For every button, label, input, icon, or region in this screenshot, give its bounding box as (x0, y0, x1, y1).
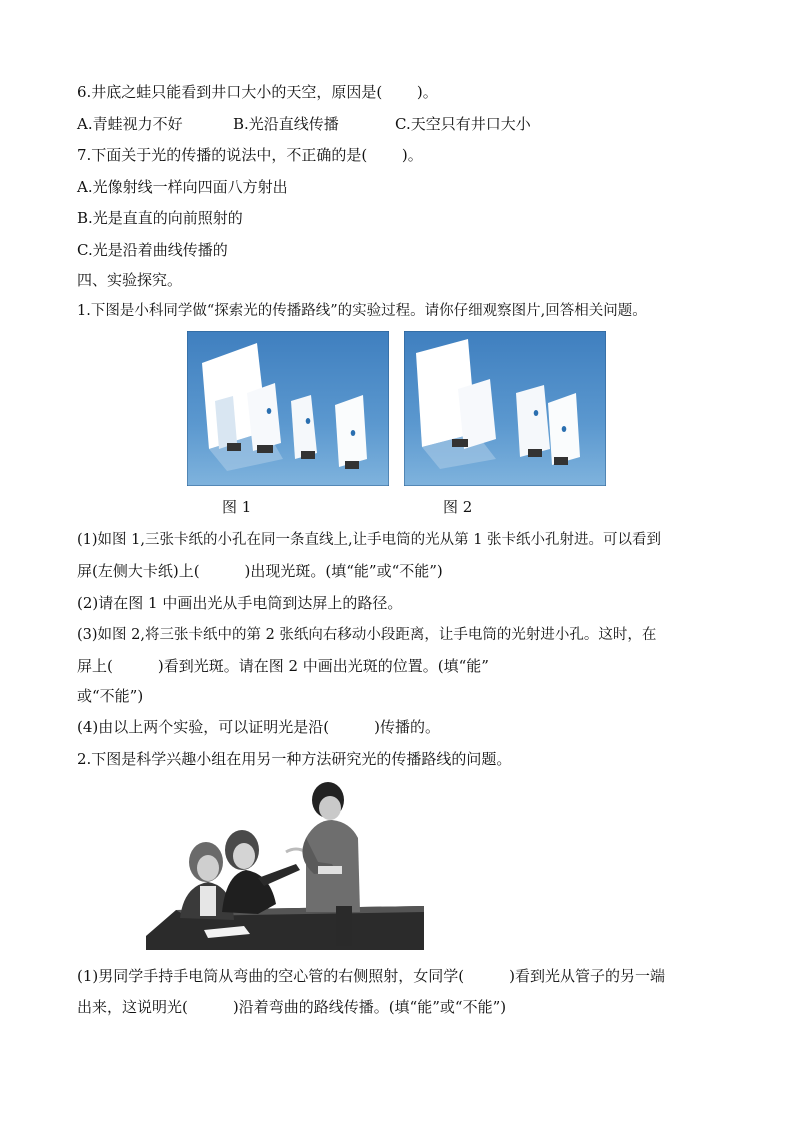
section-title: 四、实验探究。 (77, 271, 183, 289)
q7-option-b: B.光是直直的向前照射的 (77, 209, 243, 227)
q6-option-c: C.天空只有井口大小 (395, 115, 531, 133)
figure-1-photo (187, 331, 389, 486)
q7-option-a: A.光像射线一样向四面八方射出 (77, 178, 288, 196)
q6-option-b: B.光沿直线传播 (233, 115, 339, 133)
exp1-intro: 1.下图是小科同学做“探索光的传播路线”的实验过程。请你仔细观察图片,回答相关问题。 (77, 303, 647, 319)
figure-2-photo (404, 331, 606, 486)
exp1-q3-line1: (3)如图 2,将三张卡纸中的第 2 张纸向右移动小段距离，让手电筒的光射进小孔。这时，在 (77, 627, 657, 643)
q7-option-c: C.光是沿着曲线传播的 (77, 241, 228, 259)
q7-stem: 7.下面关于光的传播的说法中，不正确的是( )。 (77, 146, 423, 164)
exp2-q1-line2: 出来，这说明光( )沿着弯曲的路线传播。(填“能”或“不能”) (77, 998, 507, 1016)
exp2-q1-line1: (1)男同学手持手电筒从弯曲的空心管的右侧照射，女同学( )看到光从管子的另一端 (77, 967, 665, 985)
exp1-q4: (4)由以上两个实验，可以证明光是沿( )传播的。 (77, 718, 440, 736)
exp1-q3-line3: 或“不能”) (77, 687, 144, 705)
exp2-intro: 2.下图是科学兴趣小组在用另一种方法研究光的传播路线的问题。 (77, 750, 512, 768)
experiment-2-photo (146, 778, 424, 950)
figure-1-caption: 图 1 (222, 498, 252, 516)
exp1-q3-line2: 屏上( )看到光斑。请在图 2 中画出光斑的位置。(填“能” (77, 657, 489, 675)
exp1-q1-line2: 屏(左侧大卡纸)上( )出现光斑。(填“能”或“不能”) (77, 562, 443, 580)
q6-stem: 6.井底之蛙只能看到井口大小的天空，原因是( )。 (77, 83, 438, 101)
q6-option-a: A.青蛙视力不好 (77, 115, 183, 133)
exp1-q2: (2)请在图 1 中画出光从手电筒到达屏上的路径。 (77, 594, 403, 612)
figure-2-caption: 图 2 (443, 498, 473, 516)
exp1-q1-line1: (1)如图 1,三张卡纸的小孔在同一条直线上,让手电筒的光从第 1 张卡纸小孔射进。可以看到 (77, 532, 662, 548)
